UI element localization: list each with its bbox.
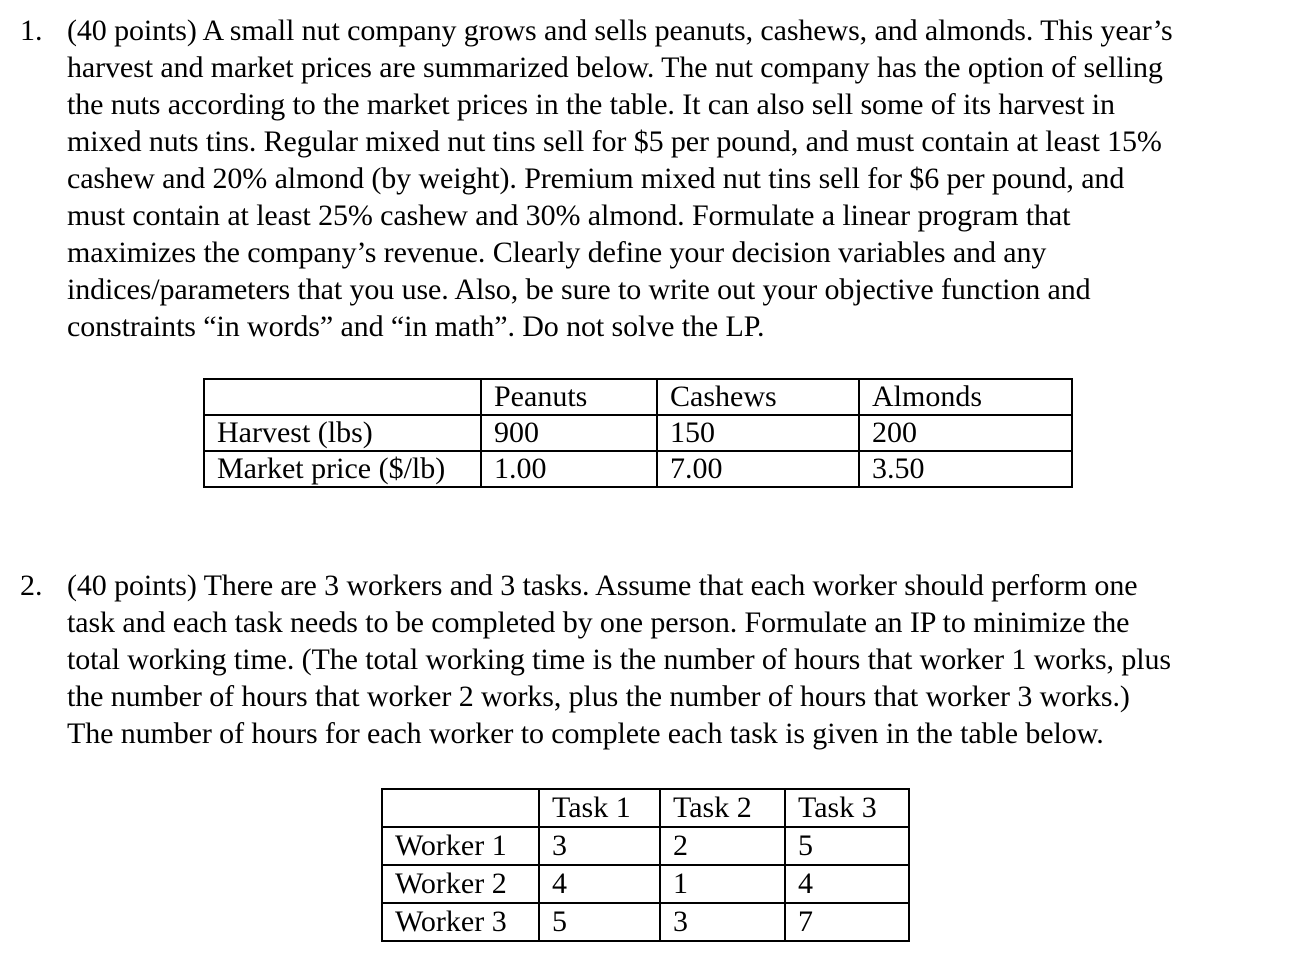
table-header-cell [204,379,481,415]
nut-harvest-table [203,378,1073,488]
table-cell: 3 [539,827,660,865]
table-header-row [382,789,909,827]
table-cell: Market price ($/lb) [204,451,481,487]
problem-1-line: (40 points) A small nut company grows and sells peanuts, cashews, and almonds. This year’s [67,14,1173,47]
table-header-cell: Task 2 [660,789,785,827]
problem-1-line: mixed nuts tins. Regular mixed nut tins sell for $5 per pound, and must contain at least 15% [67,125,1162,158]
problem-1-line: indices/parameters that you use. Also, be sure to write out your objective function and [67,273,1091,306]
table-cell: 5 [785,827,909,865]
problem-1-number: 1. [20,14,43,47]
problem-1-line: the nuts according to the market prices in the table. It can also sell some of its harvest in [67,88,1115,121]
table-row [204,451,1072,487]
table-header-cell: Cashews [657,379,859,415]
table-row [382,865,909,903]
table-cell: Worker 2 [382,865,539,903]
problem-2-line: The number of hours for each worker to complete each task is given in the table below. [67,717,1104,750]
problem-2-line: total working time. (The total working time is the number of hours that worker 1 works, plus [67,643,1171,676]
problem-2-line: task and each task needs to be completed by one person. Formulate an IP to minimize the [67,606,1130,639]
table-header-cell: Task 3 [785,789,909,827]
problem-2-text [67,567,1272,752]
problem-1-line: cashew and 20% almond (by weight). Premium mixed nut tins sell for $6 per pound, and [67,162,1125,195]
worker-task-table [381,788,910,942]
problem-2-line: (40 points) There are 3 workers and 3 tasks. Assume that each worker should perform one [67,569,1138,602]
table-header-cell: Peanuts [481,379,657,415]
table-cell: Worker 3 [382,903,539,941]
problem-2-number: 2. [20,569,43,602]
table-header-row [204,379,1072,415]
table-cell: 5 [539,903,660,941]
problem-1-line: constraints “in words” and “in math”. Do not solve the LP. [67,310,765,343]
table-cell: Harvest (lbs) [204,415,481,451]
table-cell: 7.00 [657,451,859,487]
table-cell: 4 [785,865,909,903]
table-cell: 7 [785,903,909,941]
table-cell: 900 [481,415,657,451]
problem-1-text [67,12,1272,345]
table-cell: 3 [660,903,785,941]
table-header-cell: Task 1 [539,789,660,827]
problem-1-line: must contain at least 25% cashew and 30% almond. Formulate a linear program that [67,199,1071,232]
table-cell: 4 [539,865,660,903]
table-header-cell [382,789,539,827]
table-cell: 3.50 [859,451,1072,487]
table-cell: 1 [660,865,785,903]
table-cell: 150 [657,415,859,451]
table-cell: 1.00 [481,451,657,487]
problem-2-line: the number of hours that worker 2 works, plus the number of hours that worker 3 works.) [67,680,1130,713]
problem-1 [20,12,1270,352]
table-row [382,827,909,865]
table-row [382,903,909,941]
problem-1-line: harvest and market prices are summarized below. The nut company has the option of selling [67,51,1163,84]
table-cell: Worker 1 [382,827,539,865]
table-header-cell: Almonds [859,379,1072,415]
problem-2 [20,567,1270,757]
problem-1-line: maximizes the company’s revenue. Clearly define your decision variables and any [67,236,1047,269]
table-row [204,415,1072,451]
table-cell: 200 [859,415,1072,451]
table-cell: 2 [660,827,785,865]
